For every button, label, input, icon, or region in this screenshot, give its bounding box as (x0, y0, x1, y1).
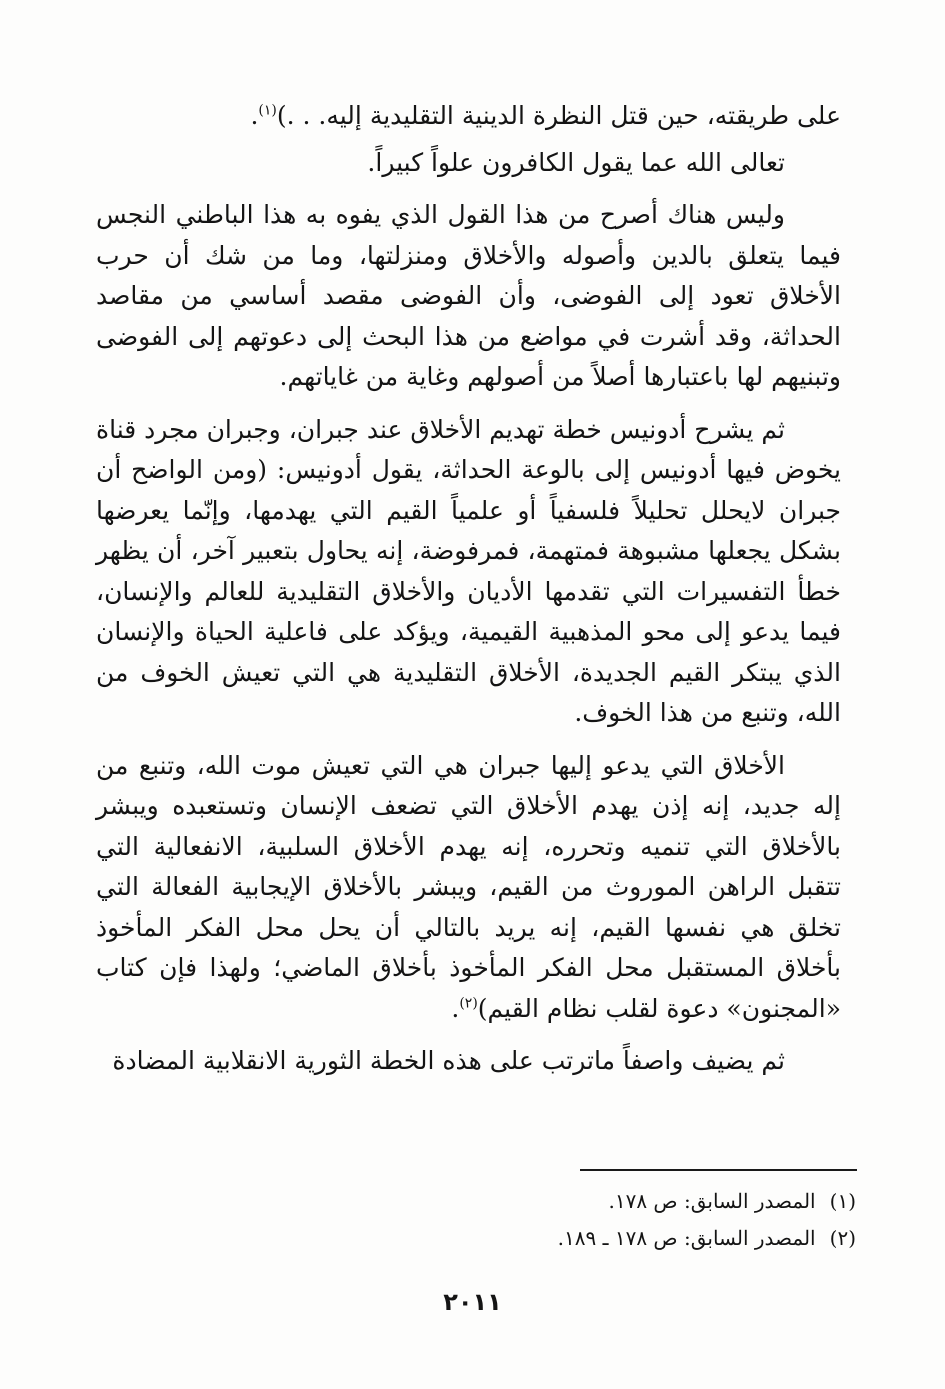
main-text (96, 96, 841, 1082)
paragraph-1-text: على طريقته، حين قتل النظرة الدينية التقليدية إليه. . .) (276, 101, 841, 130)
footnote-divider (580, 1169, 857, 1171)
footnotes (96, 1183, 856, 1257)
footnote-2 (96, 1220, 856, 1257)
paragraph-2: تعالى الله عما يقول الكافرون علواً كبيراً. (367, 147, 785, 177)
paragraph-3: وليس هناك أصرح من هذا القول الذي يفوه به هذا الباطني النجس فيما يتعلق بالدين وأصوله والأخلاق ومنزلتها، وما من شك أن حرب الأخلاق تعود إلى الفوضى، وأن الفوضى مقصد أساسي من مقاصد الحداثة، وقد أشرت في مواضع من هذا البحث إلى دعوتهم إلى الفوضى وتبنيهم لها باعتبارها أصلاً من أصولهم وغاية من غاياتهم. (96, 200, 841, 391)
paragraph-5-end: . (451, 993, 460, 1023)
paragraph-5 (96, 746, 841, 1030)
page-number: ٢٠١١ (443, 1288, 502, 1316)
paragraph-4: ثم يشرح أدونيس خطة تهديم الأخلاق عند جبران، وجبران مجرد قناة يخوض فيها أدونيس إلى بالوعة الحداثة، يقول أدونيس: (ومن الواضح أن جبران لايحلل تحليلاً فلسفياً أو علمياً القيم التي يهدمها، وإنّما يعرضها بشكل يجعلها مشبوهة فمتهمة، فمرفوضة، إنه يحاول بتعبير آخر، أن يظهر خطأ التفسيرات التي تقدمها الأديان والأخلاق التقليدية للعالم والإنسان، فيما يدعو إلى محو المذهبية القيمية، ويؤكد على فاعلية الحياة والإنسان الذي يبتكر القيم الجديدة، الأخلاق التقليدية هي التي تعيش الخوف من الله، وتنبع من هذا الخوف. (96, 414, 841, 727)
footnote-ref-2: (٢) (459, 995, 478, 1012)
paragraph-1 (96, 96, 841, 137)
footnote-1 (96, 1183, 856, 1220)
footnote-1-text: المصدر السابق: ص ١٧٨. (608, 1189, 816, 1213)
paragraph-6: ثم يضيف واصفاً ماترتب على هذه الخطة الثورية الانقلابية المضادة (112, 1046, 785, 1075)
footnote-2-text: المصدر السابق: ص ١٧٨ ـ ١٨٩. (557, 1226, 816, 1250)
footnote-2-number: (٢) (829, 1226, 856, 1250)
paragraph-1-end: . (250, 101, 259, 130)
footnote-1-number: (١) (829, 1189, 856, 1213)
paragraph-5-text: الأخلاق التي يدعو إليها جبران هي التي تعيش موت الله، وتنبع من إله جديد، إنه إذن يهدم الأخلاق التي تضعف الإنسان وتستعبده ويبشر بالأخلاق التي تنميه وتحرره، إنه يهدم الأخلاق السلبية، الانفعالية التي تتقبل الراهن الموروث من القيم، ويبشر بالأخلاق الإيجابية الفعالة التي تخلق هي نفسها القيم، إنه يريد بالتالي أن يحل محل الفكر المأخوذ بأخلاق المستقبل محل الفكر المأخوذ بأخلاق الماضي؛ ولهذا فإن كتاب «المجنون» دعوة لقلب نظام القيم) (96, 750, 841, 1023)
footnote-ref-1: (١) (258, 102, 277, 119)
